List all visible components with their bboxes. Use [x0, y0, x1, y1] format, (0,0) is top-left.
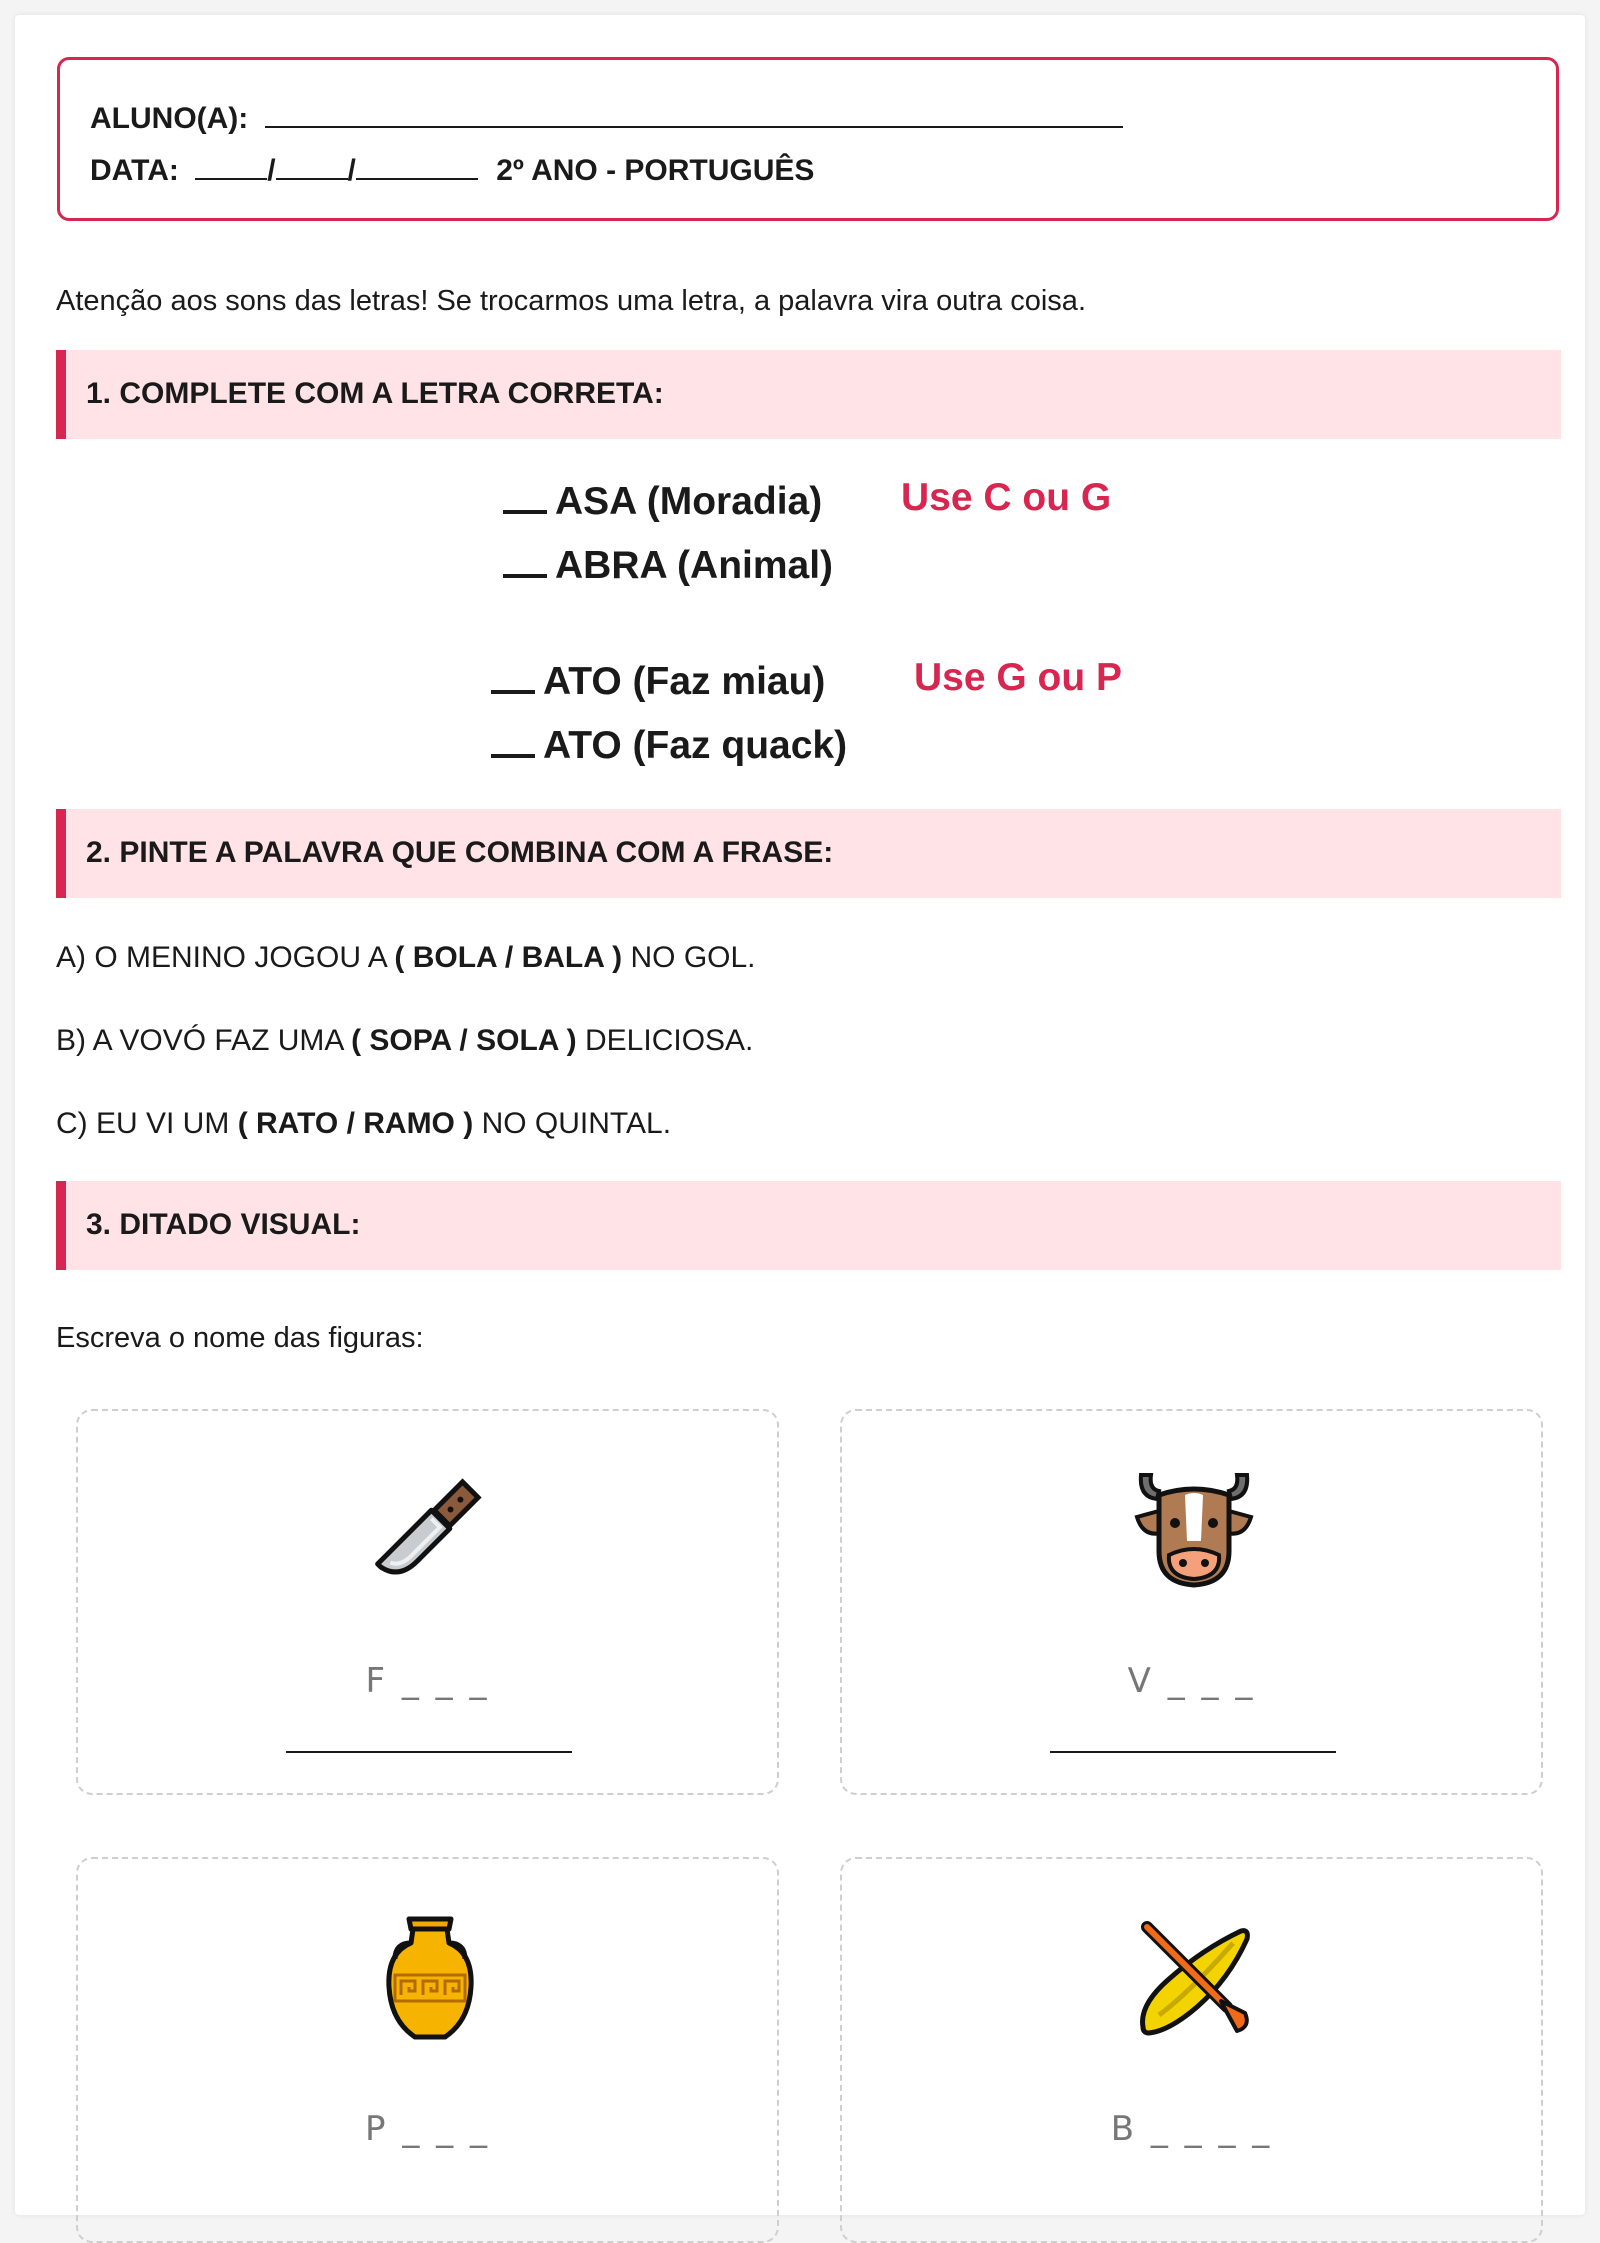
student-name-row	[90, 100, 1123, 136]
letter-blank[interactable]	[491, 656, 535, 694]
sentence-suffix: DELICIOSA.	[585, 1024, 754, 1057]
fill-item-word: ATO (Faz miau)	[543, 660, 826, 703]
word-choice[interactable]: ( BOLA / BALA )	[394, 941, 623, 974]
word-hint: F _ _ _	[365, 1661, 490, 1701]
fill-item	[503, 540, 833, 588]
sentence-prefix: A) O MENINO JOGOU A	[56, 941, 387, 974]
word-hint: B _ _ _ _	[1110, 2109, 1273, 2149]
letter-hint: Use C ou G	[901, 476, 1112, 519]
date-year-field[interactable]	[356, 152, 478, 180]
class-label: 2º ANO - PORTUGUÊS	[496, 154, 815, 187]
letter-blank[interactable]	[503, 476, 547, 514]
date-label: DATA:	[90, 154, 179, 187]
word-hint: V _ _ _	[1127, 1661, 1256, 1701]
amphora-icon	[365, 1913, 495, 2043]
picture-card	[76, 1409, 779, 1795]
picture-card	[76, 1857, 779, 2243]
fill-item	[503, 476, 822, 524]
picture-card	[840, 1409, 1543, 1795]
section-3-header	[56, 1181, 1561, 1270]
section-3-title: 3. DITADO VISUAL:	[86, 1208, 361, 1241]
letter-blank[interactable]	[503, 540, 547, 578]
section-2-header	[56, 809, 1561, 898]
letter-hint: Use G ou P	[914, 656, 1123, 699]
date-month-field[interactable]	[276, 152, 348, 180]
worksheet-page	[15, 15, 1585, 2215]
student-label: ALUNO(A):	[90, 102, 249, 135]
canoe-icon	[1129, 1913, 1259, 2043]
sentence-prefix: C) EU VI UM	[56, 1107, 230, 1140]
fill-item	[491, 720, 847, 768]
fill-item	[491, 656, 825, 704]
intro-text: Atenção aos sons das letras! Se trocarmos uma letra, a palavra vira outra coisa.	[56, 285, 1086, 317]
knife-icon	[365, 1465, 495, 1595]
date-day-field[interactable]	[195, 152, 267, 180]
sentence-suffix: NO GOL.	[630, 941, 756, 974]
fill-item-word: ASA (Moradia)	[555, 480, 823, 523]
sentence-suffix: NO QUINTAL.	[481, 1107, 672, 1140]
word-hint: P _ _ _	[365, 2109, 490, 2149]
date-separator: /	[267, 154, 276, 187]
letter-blank[interactable]	[491, 720, 535, 758]
answer-line[interactable]	[1050, 1751, 1336, 1753]
section-1-header	[56, 350, 1561, 439]
student-info-box	[57, 57, 1559, 221]
sentence-c	[56, 1107, 671, 1141]
section-3-instruction: Escreva o nome das figuras:	[56, 1322, 424, 1354]
picture-card	[840, 1857, 1543, 2243]
student-name-field[interactable]	[265, 100, 1123, 128]
answer-line[interactable]	[286, 1751, 572, 1753]
word-choice[interactable]: ( RATO / RAMO )	[237, 1107, 474, 1140]
date-row	[90, 152, 814, 188]
fill-item-word: ATO (Faz quack)	[543, 724, 848, 767]
date-separator: /	[347, 154, 356, 187]
section-1-title: 1. COMPLETE COM A LETRA CORRETA:	[86, 377, 664, 410]
word-choice[interactable]: ( SOPA / SOLA )	[351, 1024, 577, 1057]
section-2-title: 2. PINTE A PALAVRA QUE COMBINA COM A FRASE:	[86, 836, 834, 869]
sentence-a	[56, 941, 756, 975]
sentence-prefix: B) A VOVÓ FAZ UMA	[56, 1024, 343, 1057]
ox-icon	[1129, 1465, 1259, 1595]
sentence-b	[56, 1024, 753, 1058]
fill-item-word: ABRA (Animal)	[555, 544, 834, 587]
